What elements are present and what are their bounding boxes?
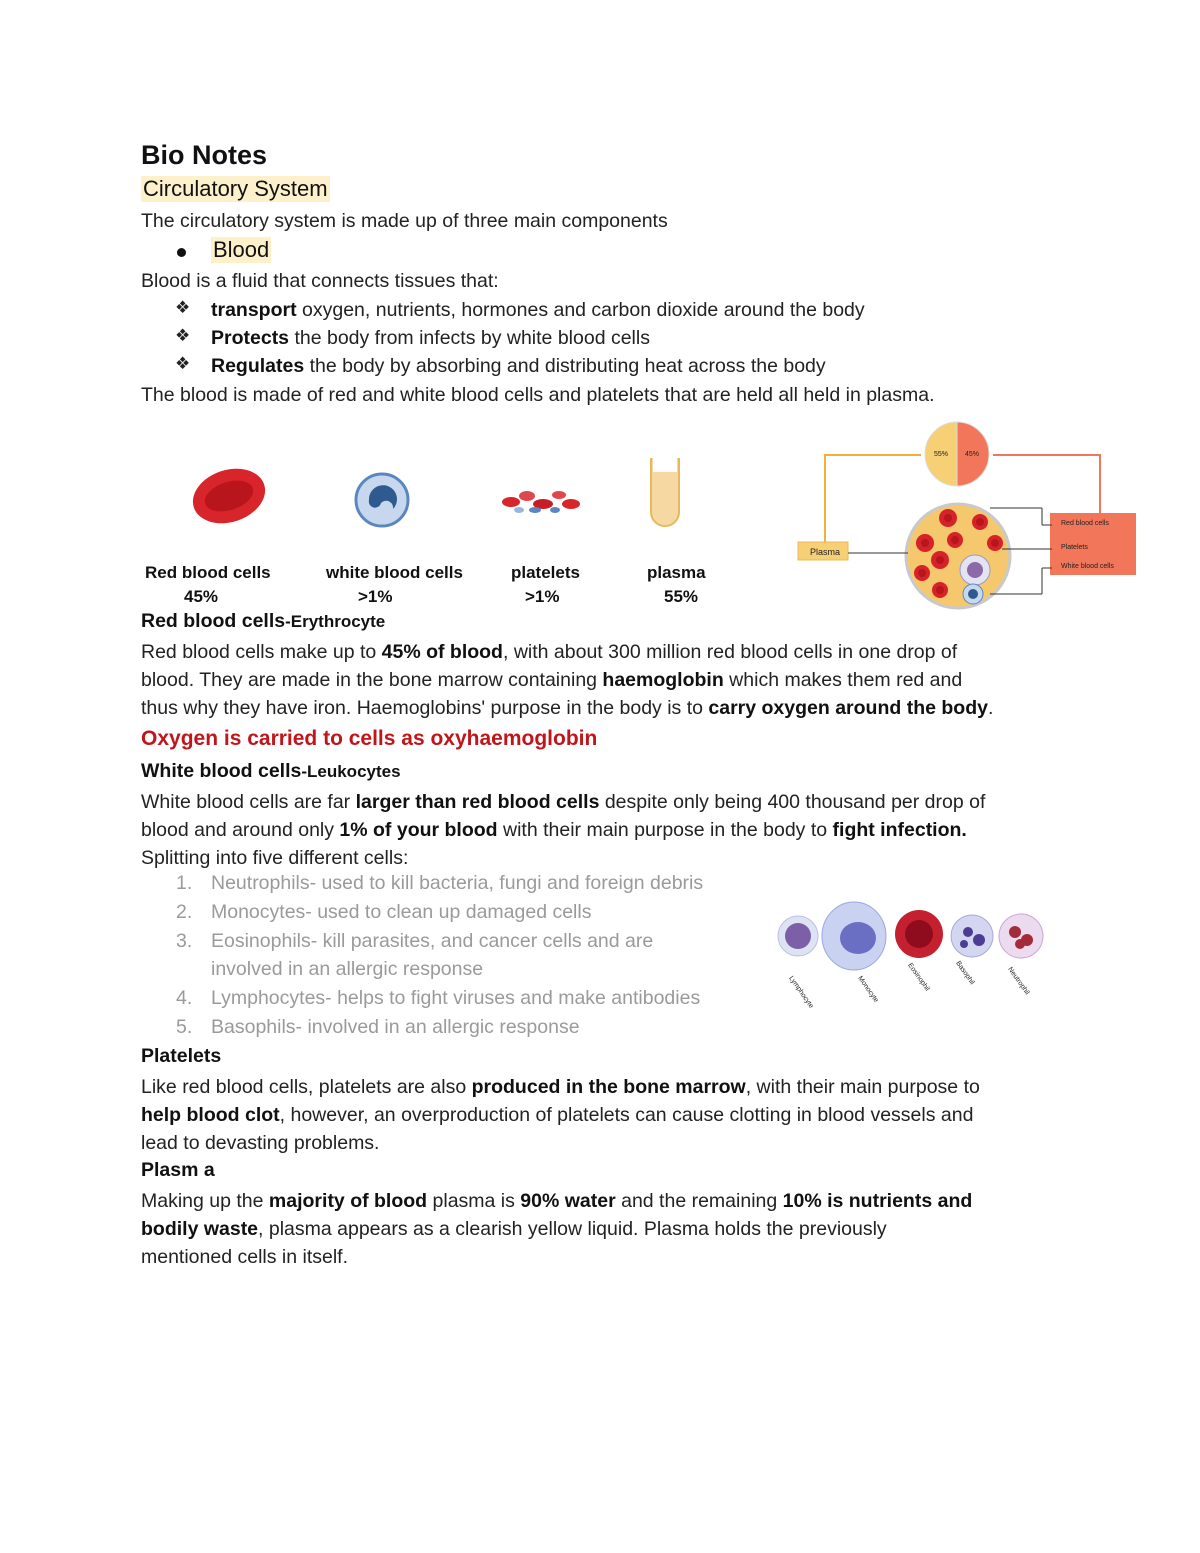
wbc-caption: white blood cells: [326, 563, 463, 582]
list-number: 4.: [176, 987, 193, 1009]
rbc-line-3: thus why they have iron. Haemoglobins' purpose in the body is to carry oxygen around the body.: [141, 697, 994, 719]
rbc-line-1: Red blood cells make up to 45% of blood, with about 300 million red blood cells in one drop of: [141, 641, 958, 663]
pie-right-label: 45%: [965, 451, 980, 458]
page-title: Bio Notes: [141, 140, 268, 170]
function-item: transport oxygen, nutrients, hormones and carbon dioxide around the body: [211, 299, 865, 321]
plasma-heading: Plasm a: [141, 1159, 215, 1181]
wbc-image-label: Basophil: [954, 960, 976, 987]
list-number: 3.: [176, 930, 193, 952]
list-item: Eosinophils- kill parasites, and cancer cells and are: [211, 930, 654, 952]
diamond-bullet-icon: ❖: [175, 298, 191, 317]
plasma-caption: plasma: [647, 563, 706, 582]
diamond-bullet-icon: ❖: [175, 326, 191, 345]
list-item: Basophils- involved in an allergic response: [211, 1016, 580, 1038]
diamond-bullet-icon: ❖: [175, 354, 191, 373]
intro-text: The circulatory system is made up of three main components: [141, 210, 668, 232]
platelets-percent: >1%: [525, 587, 560, 606]
list-item: Lymphocytes- helps to fight viruses and make antibodies: [211, 987, 701, 1009]
bullet-icon: [177, 248, 186, 257]
list-number: 1.: [176, 872, 193, 894]
rbc-line-2: blood. They are made in the bone marrow containing haemoglobin which makes them red and: [141, 669, 963, 691]
blood-made-text: The blood is made of red and white blood cells and platelets that are held all held in plasma.: [141, 384, 935, 406]
function-item: Protects the body from infects by white blood cells: [211, 327, 650, 349]
pie-left-label: 55%: [934, 451, 949, 458]
platelets-image: [497, 484, 589, 518]
plasma-line-2: bodily waste, plasma appears as a clearish yellow liquid. Plasma holds the previously: [141, 1218, 887, 1240]
oxygen-highlight: Oxygen is carried to cells as oxyhaemoglobin: [141, 727, 598, 750]
rbc-heading: Red blood cells-Erythrocyte: [141, 610, 386, 632]
rbc-caption: Red blood cells: [145, 563, 271, 582]
platelets-heading: Platelets: [141, 1045, 222, 1067]
wbc-image-label: Neutrophil: [1006, 966, 1031, 997]
blood-heading: Blood: [213, 237, 270, 262]
platelets-caption: platelets: [511, 563, 580, 582]
section-heading: Circulatory System: [143, 176, 328, 201]
plasma-box-label: Plasma: [810, 547, 841, 557]
wbc-line-2: blood and around only 1% of your blood with their main purpose in the body to fight infection.: [141, 819, 967, 841]
legend-rbc: Red blood cells: [1061, 520, 1109, 527]
plasma-line-3: mentioned cells in itself.: [141, 1246, 349, 1268]
blood-desc: Blood is a fluid that connects tissues that:: [141, 270, 499, 292]
list-item: Monocytes- used to clean up damaged cells: [211, 901, 592, 923]
platelets-line-3: lead to devasting problems.: [141, 1132, 380, 1154]
list-number: 5.: [176, 1016, 193, 1038]
list-item: involved in an allergic response: [211, 958, 484, 980]
platelets-line-1: Like red blood cells, platelets are also produced in the bone marrow, with their main purpose to: [141, 1076, 980, 1098]
plasma-line-1: Making up the majority of blood plasma is 90% water and the remaining 10% is nutrients and: [141, 1190, 973, 1212]
function-item: Regulates the body by absorbing and distributing heat across the body: [211, 355, 826, 377]
plasma-tube-image: [643, 456, 687, 530]
list-number: 2.: [176, 901, 193, 923]
red-blood-cell-image: [185, 460, 275, 530]
legend-wbc: White blood cells: [1061, 563, 1114, 570]
wbc-image-label: Eosinophil: [906, 962, 931, 993]
wbc-image-label: Monocyte: [856, 975, 880, 1004]
wbc-percent: >1%: [358, 587, 393, 606]
wbc-image-label: Lymphocyte: [787, 975, 815, 1010]
wbc-line-3: Splitting into five different cells:: [141, 847, 409, 869]
legend-platelets: Platelets: [1061, 544, 1088, 551]
plasma-percent: 55%: [664, 587, 699, 606]
rbc-percent: 45%: [184, 587, 219, 606]
blood-composition-diagram: [790, 418, 1150, 613]
wbc-line-1: White blood cells are far larger than red blood cells despite only being 400 thousand per drop of: [141, 791, 986, 813]
wbc-heading: White blood cells-Leukocytes: [141, 760, 401, 782]
white-blood-cell-image: [352, 470, 412, 530]
list-item: Neutrophils- used to kill bacteria, fungi and foreign debris: [211, 872, 704, 894]
platelets-line-2: help blood clot, however, an overproduction of platelets can cause clotting in blood vessels and: [141, 1104, 974, 1126]
